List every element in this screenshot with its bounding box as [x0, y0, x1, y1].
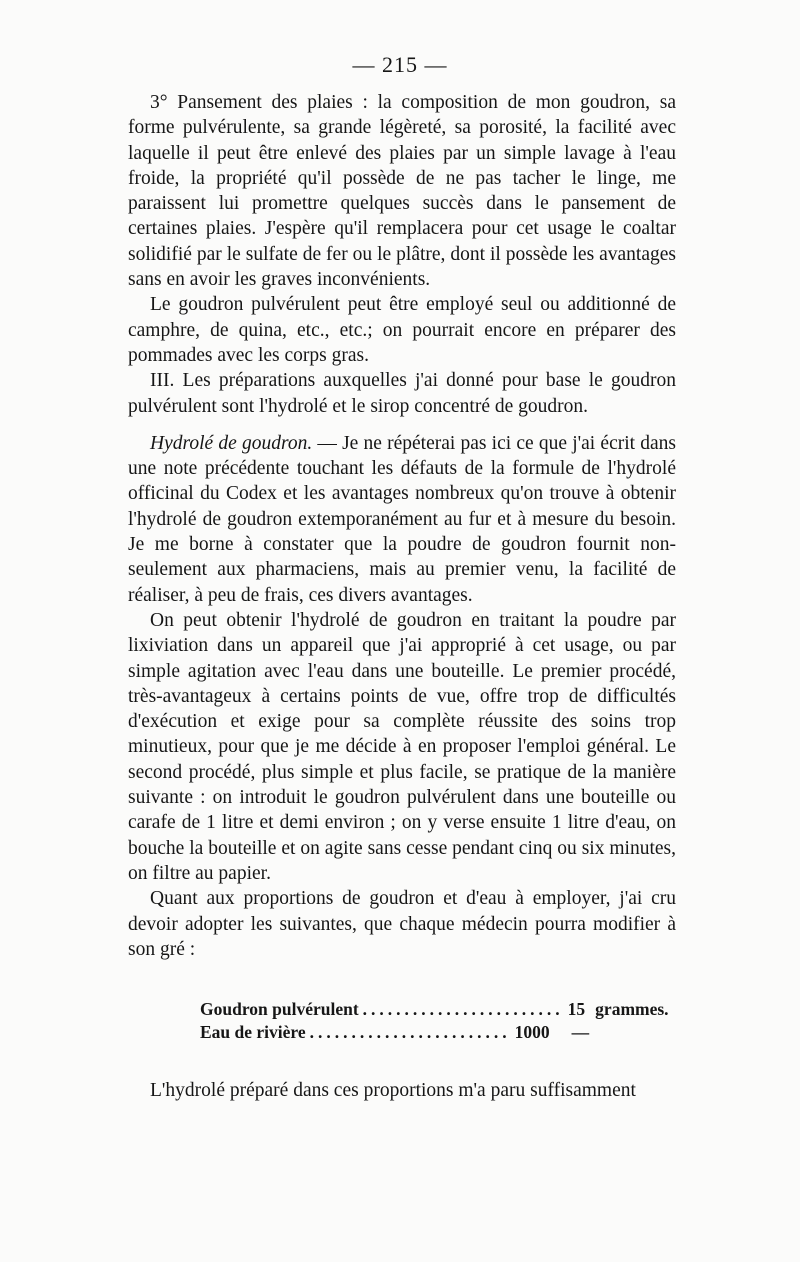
section-heading: Hydrolé de goudron.	[150, 432, 313, 454]
paragraph-dressing: 3° Pansement des plaies : la composition de mon goudron, sa forme pulvérulente, sa grande légèreté, sa porosité, la facilité avec laquelle il peut être enlevé des plaies par un simple lavage à l'eau froide, la propriété qu'il possède de ne pas tacher le linge, me paraissent lui promettre quelques succès dans le pansement de certaines plaies. J'espère qu'il remplacera pour cet usage le coaltar solidifié par le sulfate de fer ou le plâtre, dont il possède les avantages sans en avoir les graves inconvénients.	[128, 92, 676, 291]
paragraph-method: On peut obtenir l'hydrolé de goudron en traitant la poudre par lixiviation dans un appareil que j'ai approprié à cet usage, ou par simple agitation avec l'eau dans une bouteille. Le premier procédé, très-avantageux à certains points de vue, offre trop de difficultés d'exécution et exige pour sa complète réussite des soins trop minutieux, pour que je me décide à en proposer l'emploi général. Le second procédé, plus simple et plus facile, se pratique de la manière suivante : on introduit le goudron pulvérulent dans une bouteille ou carafe de 1 litre et demi environ ; on y verse ensuite 1 litre d'eau, on bouche la bouteille et on agite sans cesse pendant cinq ou six minutes, on filtre au papier.	[128, 609, 676, 884]
dot-leader: ........................	[362, 999, 564, 1020]
dot-leader: ........................	[309, 1022, 511, 1043]
ingredient-quantity: 15	[567, 999, 586, 1020]
body-text	[128, 90, 676, 1103]
ingredient-name: Eau de rivière	[200, 1022, 306, 1043]
paragraph-closing: L'hydrolé préparé dans ces proportions m'a paru suffisamment	[150, 1080, 636, 1102]
recipe-row	[200, 1021, 610, 1044]
paragraph-uses: Le goudron pulvérulent peut être employé seul ou additionné de camphre, de quina, etc., etc.; on pourrait encore en préparer des pommades avec les corps gras.	[128, 294, 676, 366]
ingredient-name: Goudron pulvérulent	[200, 999, 359, 1020]
paragraph-hydrole	[128, 431, 676, 608]
recipe-row	[200, 998, 669, 1021]
ingredient-unit: grammes.	[595, 999, 669, 1020]
ingredient-unit: —	[571, 1022, 590, 1043]
recipe-table	[200, 998, 669, 1044]
ingredient-quantity: 1000	[514, 1022, 550, 1043]
section-lead-text: — Je ne répéterai pas ici ce que j'ai écrit dans une note précédente touchant les défauts de la formule de l'hydrolé officinal du Codex et les avantages nombreux qu'on trouve à obtenir l'hydrolé de goudron extemporanément au fur et à mesure du besoin. Je me borne à constater que la poudre de goudron fournit non-seulement aux pharmaciens, mais au premier venu, la facilité de réaliser, à peu de frais, ces divers avantages.	[128, 432, 676, 606]
page-number: — 215 —	[352, 52, 448, 77]
paragraph-proportions: Quant aux proportions de goudron et d'eau à employer, j'ai cru devoir adopter les suivantes, que chaque médecin pourra modifier à son gré :	[128, 888, 676, 960]
paragraph-preparations: III. Les préparations auxquelles j'ai donné pour base le goudron pulvérulent sont l'hydrolé et le sirop concentré de goudron.	[128, 370, 676, 417]
